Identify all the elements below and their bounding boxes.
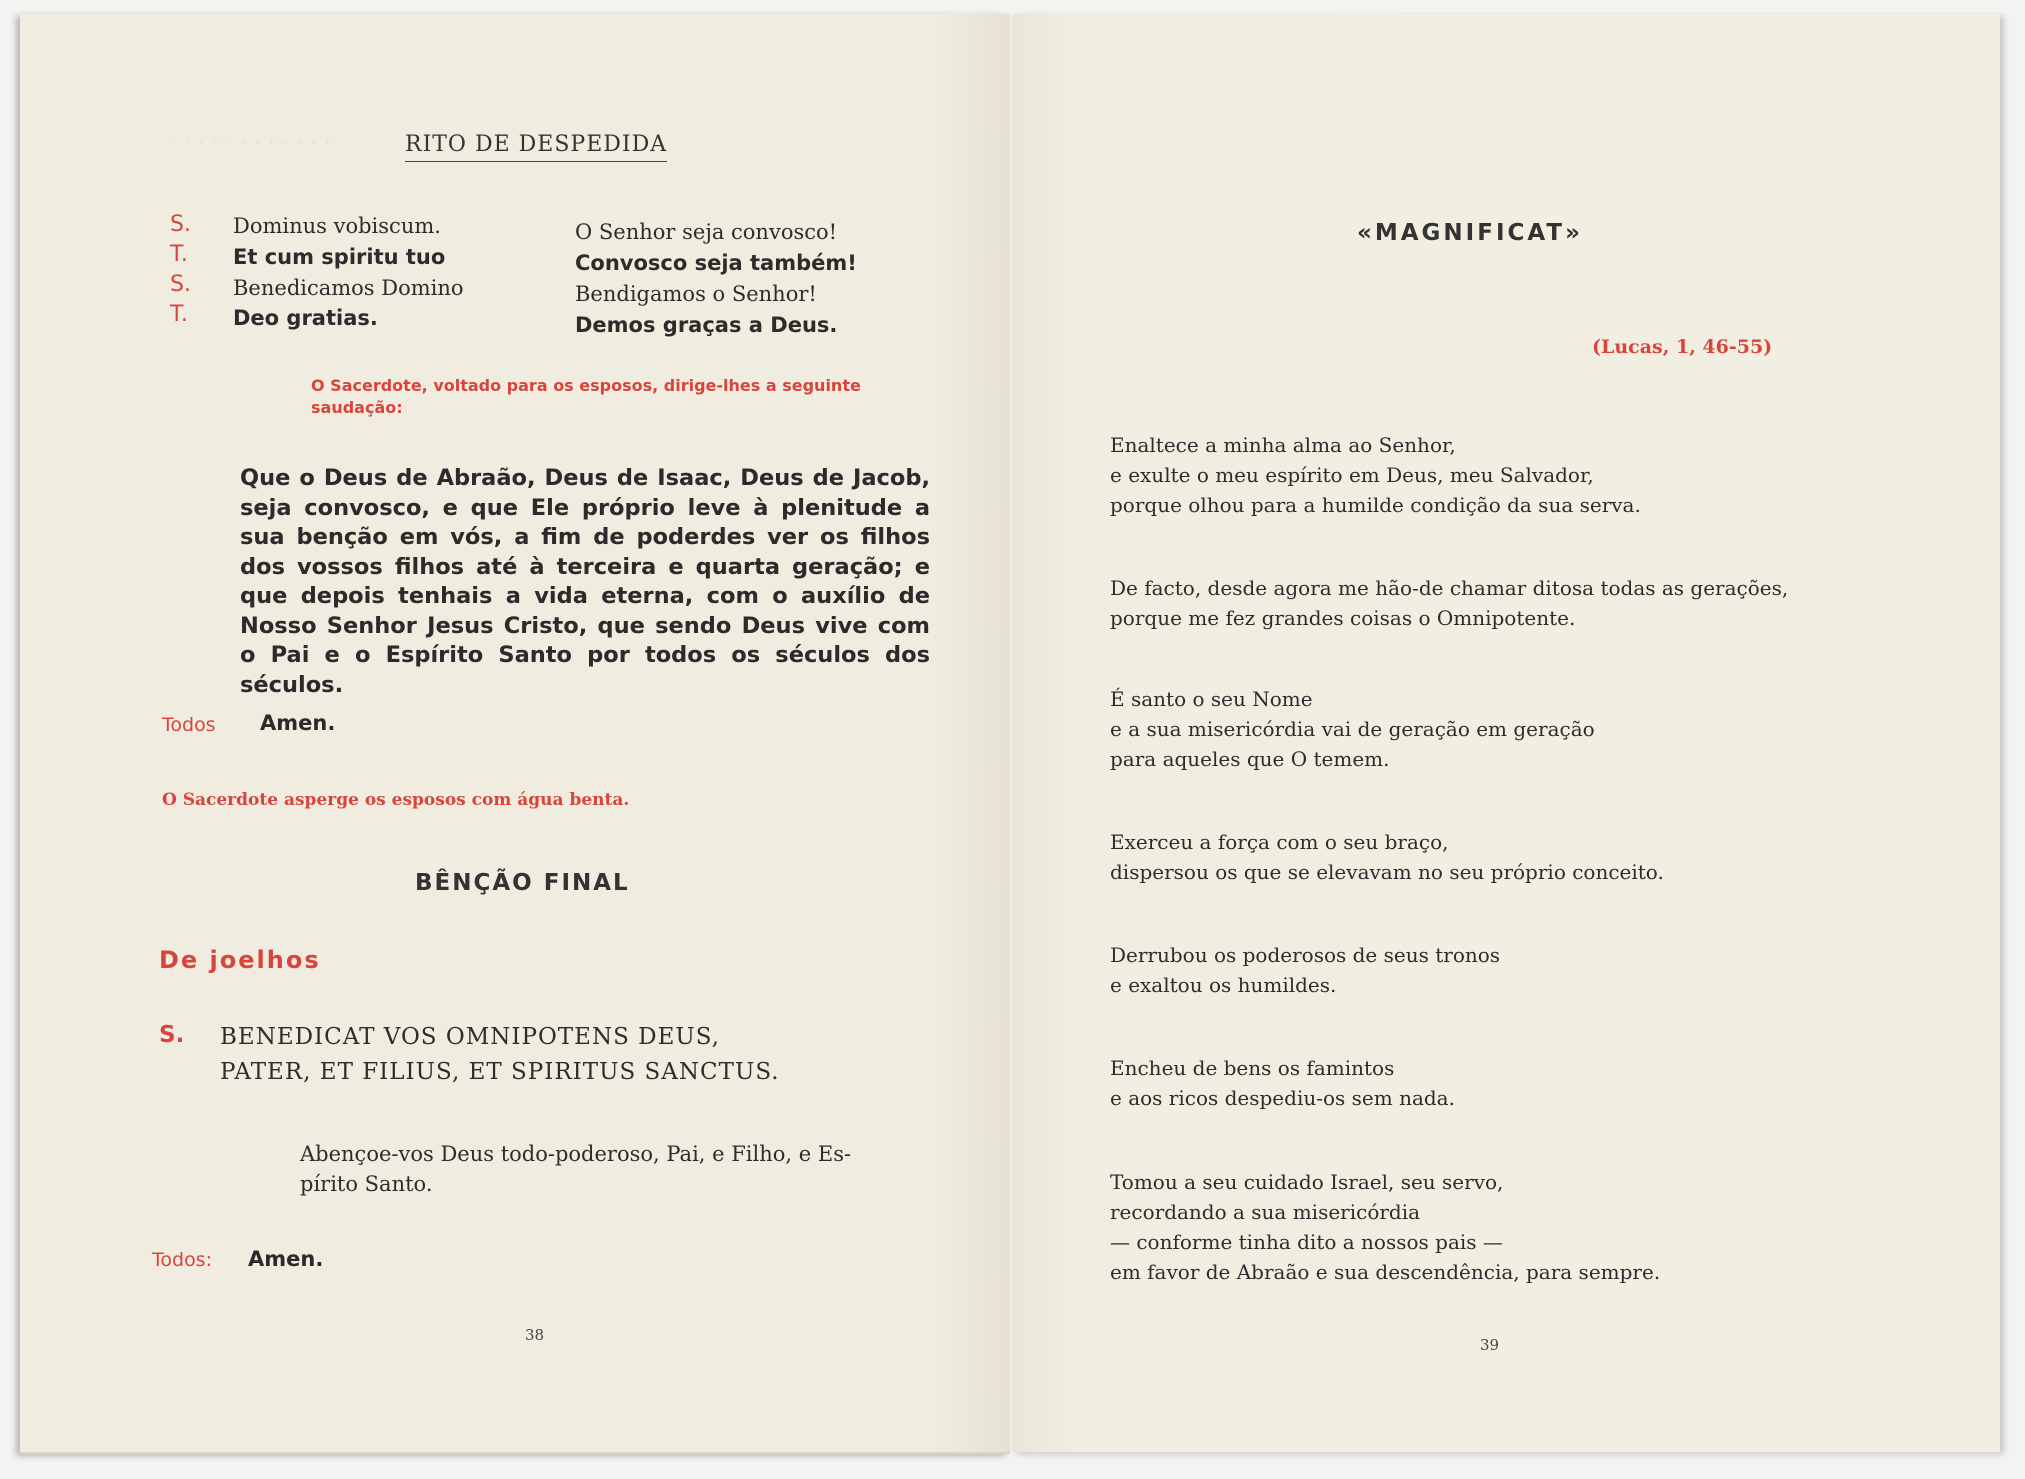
verse-line: dispersou os que se elevavam no seu próprio conceito. <box>1110 860 1664 884</box>
kneeling-rubric: De joelhos <box>159 946 321 974</box>
stanza <box>1110 940 1500 1000</box>
stanza <box>1110 1167 1660 1287</box>
verse-line: porque me fez grandes coisas o Omnipotente. <box>1110 606 1576 630</box>
scripture-reference: (Lucas, 1, 46-55) <box>1592 336 1773 358</box>
stanza <box>1110 1053 1455 1113</box>
dialog-portuguese: Convosco seja também! <box>575 251 857 275</box>
rubric-instruction: O Sacerdote, voltado para os esposos, dirige-lhes a seguinte <box>311 376 861 395</box>
dialog-latin: Benedicamos Domino <box>233 276 464 300</box>
verse-line: e exaltou os humildes. <box>1110 973 1337 997</box>
verse-line: recordando a sua misericórdia <box>1110 1200 1421 1224</box>
stanza <box>1110 430 1641 520</box>
dialog-latin: Deo gratias. <box>233 306 378 330</box>
verse-line: Derrubou os poderosos de seus tronos <box>1110 943 1501 967</box>
rubric-instruction-cont: saudação: <box>311 398 403 417</box>
verse-line: Exerceu a força com o seu braço, <box>1110 830 1449 854</box>
latin-blessing-line: PATER, ET FILIUS, ET SPIRITUS SANCTUS. <box>220 1059 780 1085</box>
page-number: 39 <box>1480 1336 1500 1354</box>
verse-line: Encheu de bens os famintos <box>1110 1056 1395 1080</box>
dialog-portuguese: Demos graças a Deus. <box>575 313 838 337</box>
dialog-portuguese: Bendigamos o Senhor! <box>575 282 817 306</box>
dialog-portuguese: O Senhor seja convosco! <box>575 220 838 244</box>
latin-role: S. <box>159 1022 185 1048</box>
page-title: RITO DE DESPEDIDA <box>405 132 667 162</box>
rubric-asperge: O Sacerdote asperge os esposos com água benta. <box>162 790 630 810</box>
verse-line: para aqueles que O temem. <box>1110 747 1390 771</box>
stanza <box>1110 573 1788 633</box>
stanza <box>1110 684 1595 774</box>
latin-blessing-line: BENEDICAT VOS OMNIPOTENS DEUS, <box>220 1024 720 1050</box>
verse-line: e aos ricos despediu-os sem nada. <box>1110 1086 1455 1110</box>
verse-line: e exulte o meu espírito em Deus, meu Salvador, <box>1110 463 1594 487</box>
right-page <box>1012 14 2000 1452</box>
verse-line: Tomou a seu cuidado Israel, seu servo, <box>1110 1170 1504 1194</box>
dialog-role: T. <box>170 242 188 267</box>
amen-response: Amen. <box>248 1247 324 1271</box>
stanza <box>1110 827 1664 887</box>
verse-line: De facto, desde agora me hão-de chamar ditosa todas as gerações, <box>1110 576 1789 600</box>
dialog-role: S. <box>170 272 191 297</box>
dialog-latin: Et cum spiritu tuo <box>233 245 446 269</box>
dialog-role: T. <box>170 302 188 327</box>
todos-label: Todos: <box>152 1249 212 1271</box>
verse-line: — conforme tinha dito a nossos pais — <box>1110 1230 1503 1254</box>
left-page: . . . . . . . . . . . . RITO DE DESPEDIDA S. Dominus vobiscum. O Senhor seja convosco! T. Et cum spiritu tuo Convosco seja também! S. Benedicamos Domino Bendigamos o Senhor! T. Deo gratias. Demos graças a Deus. O Sacerdote, voltado para os esposos, dirige-lhes a seguinte saudação: Que o Deus de Abraão, Deus de Isaac, Deus de Jacob, seja convosco, e que Ele próprio leve à plenitude a sua benção em vós, a fim de poderdes ver os filhos dos vossos filhos até à terceira e quarta geração; e que depois tenhais a vida eterna, com o auxílio de Nosso Senhor Jesus Cristo, que sendo Deus vive com o Pai e o Espírito Santo por todos os séculos dos séculos. Todos Amen. O Sacerdote asperge os esposos com água benta. BÊNÇÃO FINAL De joelhos S. BENEDICAT VOS OMNIPOTENS DEUS, PATER, ET FILIUS, ET SPIRITUS SANCTUS. Abençoe-vos Deus todo-poderoso, Pai, e Filho, e Es- pírito Santo. Todos: Amen. 38 <box>20 14 1010 1454</box>
translation-line: Abençoe-vos Deus todo-poderoso, Pai, e Filho, e Es- <box>300 1142 852 1166</box>
page-title: «MAGNIFICAT» <box>1357 220 1583 246</box>
amen-response: Amen. <box>260 711 336 735</box>
dialog-role: S. <box>170 212 191 237</box>
todos-label: Todos <box>162 714 216 736</box>
verse-line: Enaltece a minha alma ao Senhor, <box>1110 433 1456 457</box>
translation-line: pírito Santo. <box>300 1172 433 1196</box>
verse-line: e a sua misericórdia vai de geração em geração <box>1110 717 1595 741</box>
page-number: 38 <box>525 1326 545 1344</box>
verse-line: em favor de Abraão e sua descendência, para sempre. <box>1110 1260 1661 1284</box>
dialog-latin: Dominus vobiscum. <box>233 214 441 238</box>
blessing-paragraph: Que o Deus de Abraão, Deus de Isaac, Deus de Jacob, seja convosco, e que Ele próprio leve à plenitude a sua benção em vós, a fim de poderdes ver os filhos dos vossos filhos até à terceira e quarta geração; e que depois tenhais a vida eterna, com o auxílio de Nosso Senhor Jesus Cristo, que sendo Deus vive com o Pai e o Espírito Santo por todos os séculos dos séculos. <box>240 465 930 698</box>
verse-line: porque olhou para a humilde condição da sua serva. <box>1110 493 1641 517</box>
verse-line: É santo o seu Nome <box>1110 687 1313 711</box>
section-heading: BÊNÇÃO FINAL <box>415 870 630 896</box>
